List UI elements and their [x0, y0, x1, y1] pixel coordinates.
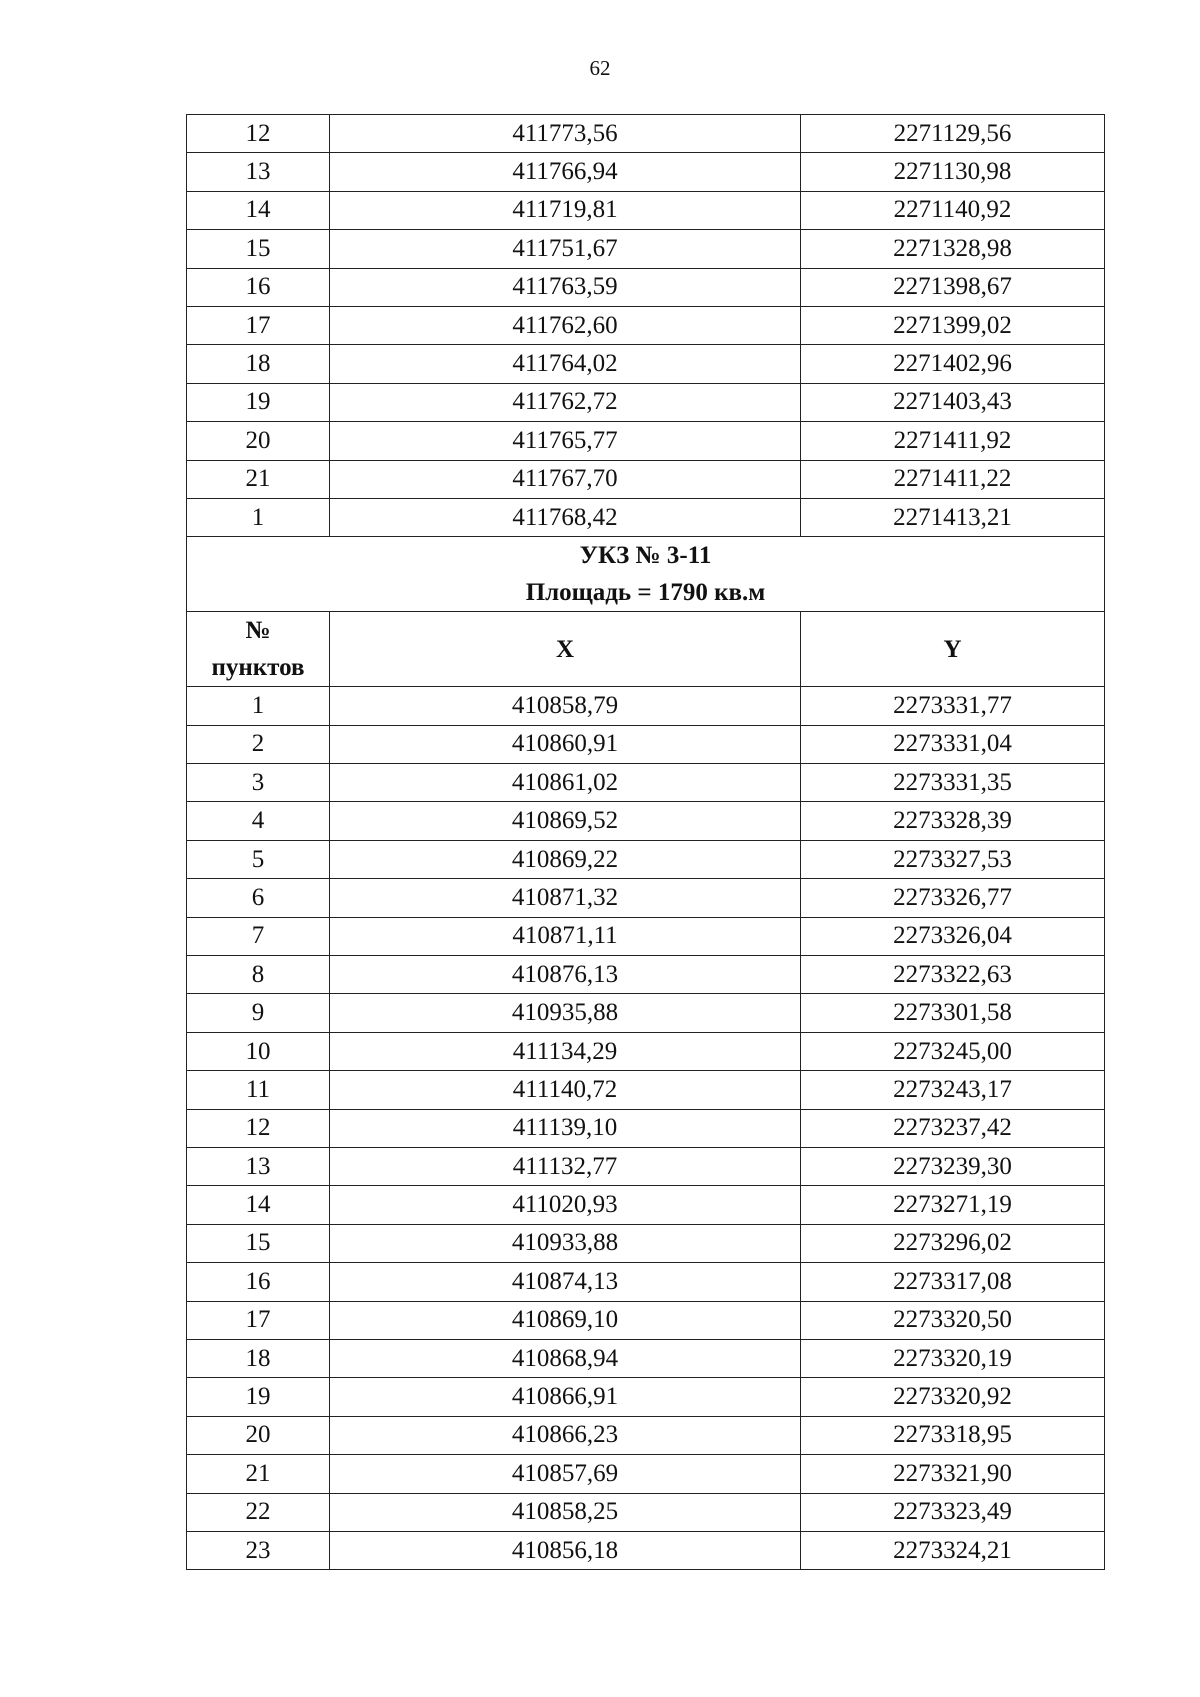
point-number-cell: 7: [187, 917, 330, 955]
x-coordinate-cell: 411140,72: [330, 1071, 801, 1109]
table-row: [187, 687, 1105, 725]
table-row: [187, 994, 1105, 1032]
y-coordinate-cell: 2271129,56: [801, 115, 1105, 153]
x-coordinate-cell: 411773,56: [330, 115, 801, 153]
section-block: [187, 537, 1105, 687]
section-title: УКЗ № 3-11: [579, 542, 712, 570]
y-coordinate-cell: 2273245,00: [801, 1032, 1105, 1070]
table-row: [187, 1531, 1105, 1569]
point-number-cell: 16: [187, 1263, 330, 1301]
table-row: [187, 840, 1105, 878]
y-coordinate-cell: 2271413,21: [801, 498, 1105, 536]
y-coordinate-cell: 2271399,02: [801, 306, 1105, 344]
point-number-cell: 20: [187, 1416, 330, 1454]
table-row: [187, 1339, 1105, 1377]
point-number-cell: 18: [187, 345, 330, 383]
table-row: [187, 268, 1105, 306]
y-coordinate-cell: 2271402,96: [801, 345, 1105, 383]
x-coordinate-cell: 411719,81: [330, 191, 801, 229]
table-row: [187, 917, 1105, 955]
x-coordinate-cell: 411751,67: [330, 230, 801, 268]
x-coordinate-cell: 411764,02: [330, 345, 801, 383]
x-coordinate-cell: 410866,91: [330, 1378, 801, 1416]
table-row: [187, 879, 1105, 917]
column-header-row: [187, 612, 1105, 687]
table-row: [187, 956, 1105, 994]
y-coordinate-cell: 2273237,42: [801, 1109, 1105, 1147]
point-number-cell: 19: [187, 383, 330, 421]
header-number-sign: №: [245, 617, 271, 645]
x-coordinate-cell: 411762,72: [330, 383, 801, 421]
table-row: [187, 153, 1105, 191]
point-number-cell: 15: [187, 230, 330, 268]
x-coordinate-cell: 410858,25: [330, 1493, 801, 1531]
y-coordinate-cell: 2273326,77: [801, 879, 1105, 917]
table-row: [187, 1224, 1105, 1262]
y-coordinate-cell: 2271398,67: [801, 268, 1105, 306]
point-number-cell: 16: [187, 268, 330, 306]
coordinates-table-rows: [187, 687, 1105, 1570]
x-coordinate-cell: 410857,69: [330, 1455, 801, 1493]
header-x: X: [330, 612, 801, 687]
point-number-cell: 1: [187, 498, 330, 536]
point-number-cell: 10: [187, 1032, 330, 1070]
x-coordinate-cell: 410856,18: [330, 1531, 801, 1569]
table-row: [187, 1147, 1105, 1185]
y-coordinate-cell: 2273320,92: [801, 1378, 1105, 1416]
x-coordinate-cell: 410868,94: [330, 1339, 801, 1377]
point-number-cell: 22: [187, 1493, 330, 1531]
y-coordinate-cell: 2273322,63: [801, 956, 1105, 994]
table-row: [187, 422, 1105, 460]
x-coordinate-cell: 411134,29: [330, 1032, 801, 1070]
y-coordinate-cell: 2273243,17: [801, 1071, 1105, 1109]
point-number-cell: 23: [187, 1531, 330, 1569]
table-row: [187, 460, 1105, 498]
section-area: Площадь = 1790 кв.м: [525, 579, 766, 607]
x-coordinate-cell: 411765,77: [330, 422, 801, 460]
point-number-cell: 21: [187, 460, 330, 498]
x-coordinate-cell: 410871,32: [330, 879, 801, 917]
x-coordinate-cell: 410869,22: [330, 840, 801, 878]
table-row: [187, 1493, 1105, 1531]
x-coordinate-cell: 410869,52: [330, 802, 801, 840]
point-number-cell: 14: [187, 191, 330, 229]
table-row: [187, 1455, 1105, 1493]
coordinates-table-continuation: [187, 115, 1105, 537]
y-coordinate-cell: 2271140,92: [801, 191, 1105, 229]
table-row: [187, 1109, 1105, 1147]
y-coordinate-cell: 2273239,30: [801, 1147, 1105, 1185]
y-coordinate-cell: 2273327,53: [801, 840, 1105, 878]
point-number-cell: 13: [187, 153, 330, 191]
x-coordinate-cell: 411139,10: [330, 1109, 801, 1147]
table-row: [187, 1186, 1105, 1224]
x-coordinate-cell: 410876,13: [330, 956, 801, 994]
point-number-cell: 8: [187, 956, 330, 994]
point-number-cell: 11: [187, 1071, 330, 1109]
y-coordinate-cell: 2273326,04: [801, 917, 1105, 955]
y-coordinate-cell: 2273331,04: [801, 725, 1105, 763]
page-number: 62: [589, 56, 611, 80]
point-number-cell: 17: [187, 306, 330, 344]
table-row: [187, 115, 1105, 153]
x-coordinate-cell: 411766,94: [330, 153, 801, 191]
y-coordinate-cell: 2273323,49: [801, 1493, 1105, 1531]
table-row: [187, 764, 1105, 802]
point-number-cell: 19: [187, 1378, 330, 1416]
y-coordinate-cell: 2273320,50: [801, 1301, 1105, 1339]
y-coordinate-cell: 2273271,19: [801, 1186, 1105, 1224]
x-coordinate-cell: 410866,23: [330, 1416, 801, 1454]
y-coordinate-cell: 2271403,43: [801, 383, 1105, 421]
table-row: [187, 725, 1105, 763]
section-header-row: [187, 537, 1105, 612]
y-coordinate-cell: 2273321,90: [801, 1455, 1105, 1493]
y-coordinate-cell: 2271411,22: [801, 460, 1105, 498]
point-number-cell: 14: [187, 1186, 330, 1224]
x-coordinate-cell: 410935,88: [330, 994, 801, 1032]
y-coordinate-cell: 2273331,35: [801, 764, 1105, 802]
x-coordinate-cell: 411763,59: [330, 268, 801, 306]
table-row: [187, 1071, 1105, 1109]
x-coordinate-cell: 411768,42: [330, 498, 801, 536]
table-row: [187, 191, 1105, 229]
y-coordinate-cell: 2273331,77: [801, 687, 1105, 725]
point-number-cell: 12: [187, 1109, 330, 1147]
point-number-cell: 12: [187, 115, 330, 153]
y-coordinate-cell: 2273301,58: [801, 994, 1105, 1032]
point-number-cell: 21: [187, 1455, 330, 1493]
point-number-cell: 3: [187, 764, 330, 802]
table-row: [187, 345, 1105, 383]
y-coordinate-cell: 2273317,08: [801, 1263, 1105, 1301]
point-number-cell: 6: [187, 879, 330, 917]
x-coordinate-cell: 410861,02: [330, 764, 801, 802]
table-row: [187, 1378, 1105, 1416]
table-row: [187, 498, 1105, 536]
point-number-cell: 4: [187, 802, 330, 840]
point-number-cell: 15: [187, 1224, 330, 1262]
x-coordinate-cell: 411762,60: [330, 306, 801, 344]
header-point-number: [187, 612, 330, 687]
x-coordinate-cell: 410874,13: [330, 1263, 801, 1301]
table-row: [187, 802, 1105, 840]
y-coordinate-cell: 2273328,39: [801, 802, 1105, 840]
x-coordinate-cell: 411020,93: [330, 1186, 801, 1224]
point-number-cell: 1: [187, 687, 330, 725]
y-coordinate-cell: 2273320,19: [801, 1339, 1105, 1377]
x-coordinate-cell: 411767,70: [330, 460, 801, 498]
point-number-cell: 18: [187, 1339, 330, 1377]
point-number-cell: 5: [187, 840, 330, 878]
coordinates-table: [186, 114, 1105, 1570]
table-row: [187, 1032, 1105, 1070]
point-number-cell: 9: [187, 994, 330, 1032]
x-coordinate-cell: 410869,10: [330, 1301, 801, 1339]
header-points-label: пунктов: [211, 654, 305, 682]
x-coordinate-cell: 410860,91: [330, 725, 801, 763]
table-row: [187, 306, 1105, 344]
x-coordinate-cell: 410933,88: [330, 1224, 801, 1262]
point-number-cell: 20: [187, 422, 330, 460]
table-row: [187, 1263, 1105, 1301]
point-number-cell: 17: [187, 1301, 330, 1339]
y-coordinate-cell: 2271130,98: [801, 153, 1105, 191]
table-row: [187, 230, 1105, 268]
table-row: [187, 383, 1105, 421]
table-row: [187, 1301, 1105, 1339]
y-coordinate-cell: 2271411,92: [801, 422, 1105, 460]
x-coordinate-cell: 410858,79: [330, 687, 801, 725]
y-coordinate-cell: 2273318,95: [801, 1416, 1105, 1454]
section-header-cell: [187, 537, 1105, 612]
table-row: [187, 1416, 1105, 1454]
point-number-cell: 2: [187, 725, 330, 763]
point-number-cell: 13: [187, 1147, 330, 1185]
header-y: Y: [801, 612, 1105, 687]
y-coordinate-cell: 2273296,02: [801, 1224, 1105, 1262]
x-coordinate-cell: 410871,11: [330, 917, 801, 955]
y-coordinate-cell: 2273324,21: [801, 1531, 1105, 1569]
y-coordinate-cell: 2271328,98: [801, 230, 1105, 268]
x-coordinate-cell: 411132,77: [330, 1147, 801, 1185]
